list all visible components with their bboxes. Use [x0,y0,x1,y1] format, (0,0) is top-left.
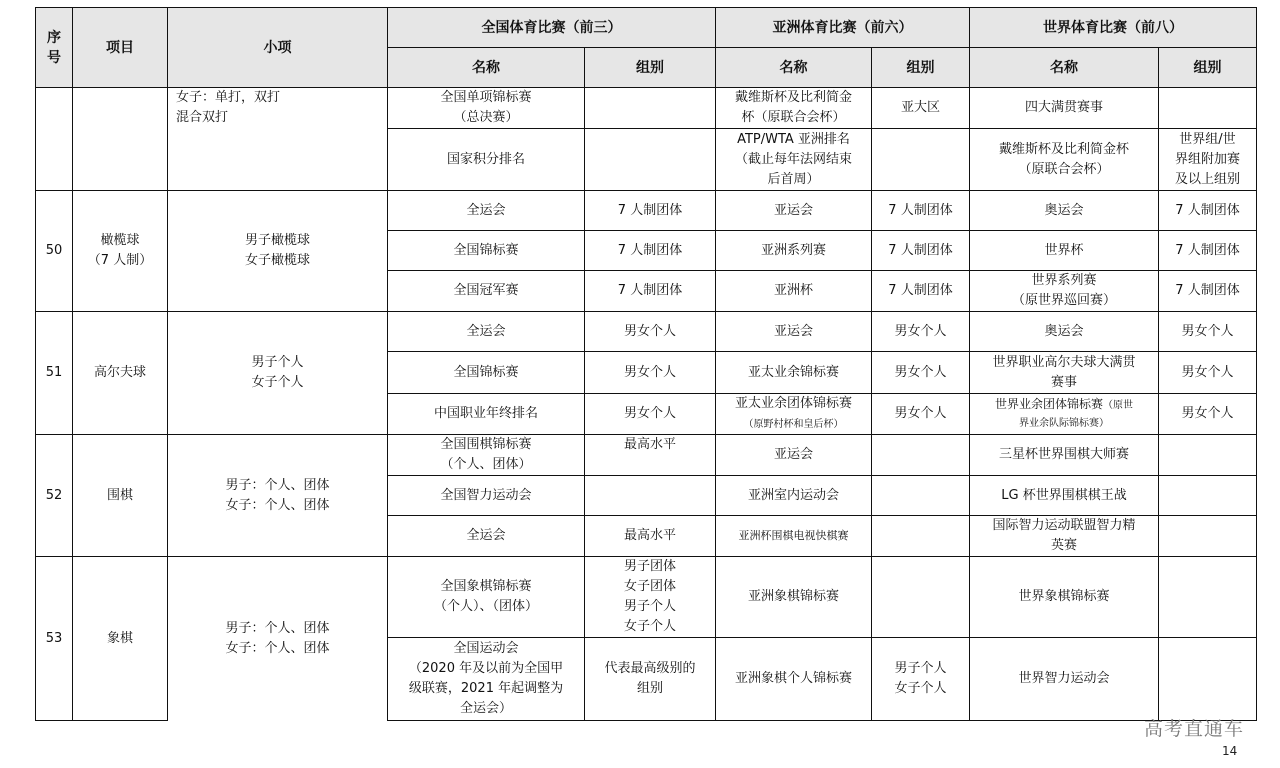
header-national: 全国体育比赛（前三） [388,8,716,48]
world-group-cell [1159,88,1257,129]
seq-cell [36,88,73,191]
asian-name-cell: 亚运会 [716,312,872,352]
national-group-cell: 最高水平 [585,435,716,476]
event-cell: 男子个人 女子个人 [168,312,388,435]
header-world-name: 名称 [970,48,1159,88]
asian-group-cell: 7 人制团体 [872,231,970,271]
national-name-cell: 国家积分排名 [388,129,585,191]
national-group-cell: 男子团体 女子团体 男子个人 女子个人 [585,557,716,638]
asian-name-cell: 亚运会 [716,191,872,231]
world-name-cell: 奥运会 [970,312,1159,352]
header-national-name: 名称 [388,48,585,88]
asian-group-cell [872,476,970,516]
national-group-cell: 男女个人 [585,352,716,394]
world-name-cell: 世界职业高尔夫球大满贯 赛事 [970,352,1159,394]
national-group-cell [585,88,716,129]
event-cell: 男子：个人、团体 女子：个人、团体 [168,435,388,557]
world-name-cell: 戴维斯杯及比利简金杯 （原联合会杯） [970,129,1159,191]
asian-name-cell: 亚洲象棋锦标赛 [716,557,872,638]
header-world: 世界体育比赛（前八） [970,8,1257,48]
asian-group-cell [872,129,970,191]
asian-group-cell: 男女个人 [872,394,970,435]
world-group-cell [1159,476,1257,516]
sport-cell: 高尔夫球 [73,312,168,435]
national-group-cell [585,129,716,191]
national-name-cell: 全国象棋锦标赛 （个人）、（团体） [388,557,585,638]
world-name-cell: 世界智力运动会 [970,638,1159,721]
table-row [36,557,1257,638]
national-group-cell: 7 人制团体 [585,191,716,231]
table-row [36,435,1257,476]
national-group-cell: 7 人制团体 [585,271,716,312]
asian-name-cell: 亚洲系列赛 [716,231,872,271]
world-name-cell: 世界系列赛 （原世界巡回赛） [970,271,1159,312]
event-cell: 男子：个人、团体 女子：个人、团体 [168,557,388,721]
asian-group-cell: 7 人制团体 [872,271,970,312]
header-world-group: 组别 [1159,48,1257,88]
national-group-cell [585,476,716,516]
national-name-cell: 全国智力运动会 [388,476,585,516]
national-group-cell: 男女个人 [585,394,716,435]
asian-name-cell: 亚洲室内运动会 [716,476,872,516]
event-cell: 男子橄榄球 女子橄榄球 [168,191,388,312]
event-cell: 女子：单打，双打 混合双打 [168,88,388,191]
national-name-cell: 全运会 [388,516,585,557]
national-name-cell: 全运会 [388,312,585,352]
world-name-cell: 三星杯世界围棋大师赛 [970,435,1159,476]
asian-group-cell: 男子个人 女子个人 [872,638,970,721]
world-name-small: （原世 [1103,400,1133,411]
world-group-cell: 男女个人 [1159,352,1257,394]
world-name-cell: 奥运会 [970,191,1159,231]
asian-name-main: 亚太业余团体锦标赛 [734,396,852,411]
sports-competition-table [35,7,1257,721]
national-name-cell: 全运会 [388,191,585,231]
world-group-cell: 7 人制团体 [1159,191,1257,231]
national-group-cell: 代表最高级别的 组别 [585,638,716,721]
world-group-cell: 世界组/世 界组附加赛 及以上组别 [1159,129,1257,191]
asian-group-cell: 7 人制团体 [872,191,970,231]
asian-group-cell: 亚大区 [872,88,970,129]
watermark: 高考直通车 [1144,718,1245,740]
asian-name-cell: 戴维斯杯及比利简金 杯（原联合会杯） [716,88,872,129]
world-group-cell [1159,557,1257,638]
header-seq: 序 号 [36,8,73,88]
sport-cell [73,88,168,191]
national-group-cell: 男女个人 [585,312,716,352]
asian-name-cell: 亚洲象棋个人锦标赛 [716,638,872,721]
sport-cell: 橄榄球 （7 人制） [73,191,168,312]
national-group-cell: 最高水平 [585,516,716,557]
asian-name-cell: 亚运会 [716,435,872,476]
asian-group-cell: 男女个人 [872,312,970,352]
world-group-cell [1159,435,1257,476]
header-asian: 亚洲体育比赛（前六） [716,8,970,48]
asian-group-cell [872,516,970,557]
world-group-cell [1159,516,1257,557]
national-name-cell: 全国冠军赛 [388,271,585,312]
world-name-cell: LG 杯世界围棋棋王战 [970,476,1159,516]
seq-cell: 50 [36,191,73,312]
table-row [36,191,1257,231]
national-name-cell: 全国锦标赛 [388,231,585,271]
world-group-cell: 男女个人 [1159,312,1257,352]
seq-cell: 51 [36,312,73,435]
world-group-cell [1159,638,1257,721]
header-event: 小项 [168,8,388,88]
national-group-cell: 7 人制团体 [585,231,716,271]
asian-group-cell [872,435,970,476]
page-number: 14 [1222,744,1238,758]
header-sport: 项目 [73,8,168,88]
table-row [36,88,1257,129]
table-row [36,312,1257,352]
asian-name-cell: ATP/WTA 亚洲排名 （截止每年法网结束 后首周） [716,129,872,191]
world-name-cell: 四大满贯赛事 [970,88,1159,129]
world-name-sub: 界业余队际锦标赛） [1019,418,1109,429]
world-name-cell [970,394,1159,435]
sport-cell: 象棋 [73,557,168,721]
sport-cell: 围棋 [73,435,168,557]
national-name-cell: 全国锦标赛 [388,352,585,394]
asian-name-sub: （原野村杯和皇后杯） [743,419,844,430]
asian-name-cell [716,394,872,435]
world-name-cell: 世界象棋锦标赛 [970,557,1159,638]
world-name-cell: 世界杯 [970,231,1159,271]
world-group-cell: 7 人制团体 [1159,231,1257,271]
national-name-cell: 中国职业年终排名 [388,394,585,435]
national-name-cell: 全国单项锦标赛 （总决赛） [388,88,585,129]
header-national-group: 组别 [585,48,716,88]
asian-group-cell: 男女个人 [872,352,970,394]
world-name-main: 世界业余团体锦标赛 [994,397,1103,411]
asian-name-cell: 亚洲杯围棋电视快棋赛 [716,516,872,557]
asian-group-cell [872,557,970,638]
header-asian-group: 组别 [872,48,970,88]
world-group-cell: 男女个人 [1159,394,1257,435]
seq-cell: 52 [36,435,73,557]
header-asian-name: 名称 [716,48,872,88]
national-name-cell: 全国围棋锦标赛 （个人、团体） [388,435,585,476]
national-name-cell: 全国运动会 （2020 年及以前为全国甲 级联赛，2021 年起调整为 全运会） [388,638,585,721]
header-row-1 [36,8,1257,48]
seq-cell: 53 [36,557,73,721]
asian-name-cell: 亚太业余锦标赛 [716,352,872,394]
world-group-cell: 7 人制团体 [1159,271,1257,312]
asian-name-cell: 亚洲杯 [716,271,872,312]
world-name-cell: 国际智力运动联盟智力精 英赛 [970,516,1159,557]
